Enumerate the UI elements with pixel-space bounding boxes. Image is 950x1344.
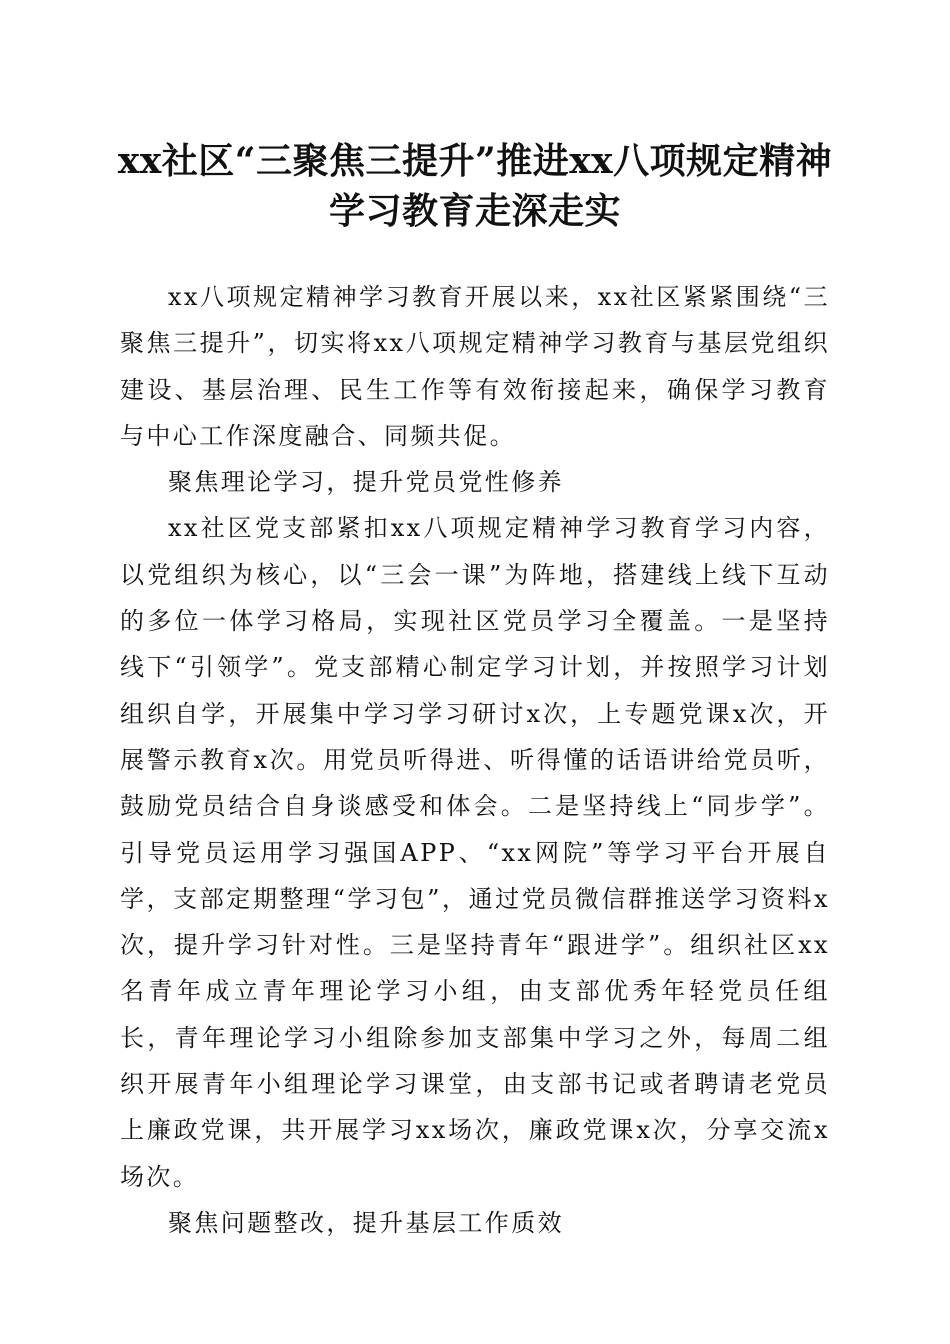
theory-study-paragraph: xx社区党支部紧扣xx八项规定精神学习教育学习内容，以党组织为核心，以“三会一课”为阵地，搭建线上线下互动的多位一体学习格局，实现社区党员学习全覆盖。一是坚持线下“引领学”。党支部精心制定学习计划，并按照学习计划组织自学，开展集中学习学习研讨x次，上专题党课x次，开展警示教育x次。用党员听得进、听得懂的话语讲给党员听，鼓励党员结合自身谈感受和体会。二是坚持线上“同步学”。引导党员运用学习强国APP、“xx网院”等学习平台开展自学，支部定期整理“学习包”，通过党员微信群推送学习资料x次，提升学习针对性。三是坚持青年“跟进学”。组织社区xx名青年成立青年理论学习小组，由支部优秀年轻党员任组长，青年理论学习小组除参加支部集中学习之外，每周二组织开展青年小组理论学习课堂，由支部书记或者聘请老党员上廉政党课，共开展学习xx场次，廉政党课x次，分享交流x场次。 bbox=[120, 514, 830, 1191]
intro-paragraph: xx八项规定精神学习教育开展以来，xx社区紧紧围绕“三聚焦三提升”，切实将xx八项规定精神学习教育与基层党组织建设、基层治理、民生工作等有效衔接起来，确保学习教育与中心工作深度融合、同频共促。 bbox=[120, 283, 830, 450]
document-body bbox=[120, 274, 830, 1246]
document-title: xx社区“三聚焦三提升”推进xx八项规定精神学习教育走深走实 bbox=[117, 140, 833, 232]
section-heading-problem-rectification: 聚焦问题整改，提升基层工作质效 bbox=[168, 1208, 564, 1237]
section-heading-theory-study: 聚焦理论学习，提升党员党性修养 bbox=[168, 468, 564, 497]
